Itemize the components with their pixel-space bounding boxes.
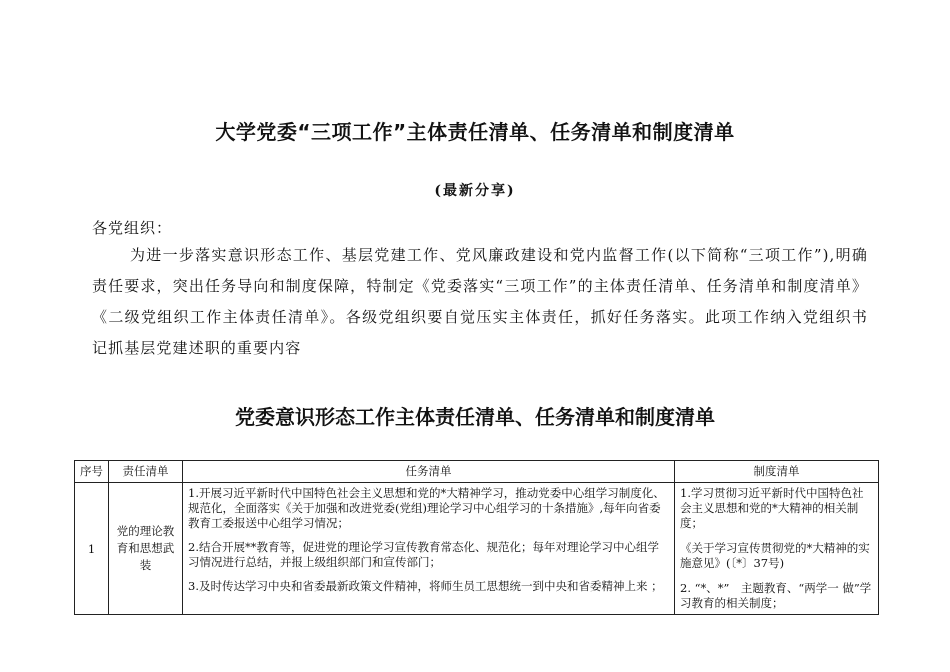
responsibility-table <box>74 460 879 615</box>
section-title: 党委意识形态工作主体责任清单、任务清单和制度清单 <box>235 405 715 429</box>
intro-paragraph: 为进一步落实意识形态工作、基层党建工作、党风廉政建设和党内监督工作(以下简称“三项工作”),明确责任要求，突出任务导向和制度保障，特制定《党委落实“三项工作”的主体责任清单、任务清单和制度清单》《二级党组织工作主体责任清单》。各级党组织要自觉压实主体责任，抓好任务落实。此项工作纳入党组织书记抓基层党建述职的重要内容 <box>92 246 868 357</box>
salutation: 各党组织： <box>92 219 173 237</box>
table-row <box>75 483 879 615</box>
task-list <box>183 483 675 615</box>
task-item: 2.结合开展**教育等，促进党的理论学习宣传教育常态化、规范化；每年对理论学习中心组学习情况进行总结，并报上级组织部门和宣传部门； <box>188 540 659 569</box>
system-item: 1.学习贯彻习近平新时代中国特色社会主义思想和党的*大精神的相关制度； <box>680 486 864 530</box>
header-systems: 制度清单 <box>675 461 879 483</box>
document-title: 大学党委“三项工作”主体责任清单、任务清单和制度清单 <box>215 120 735 144</box>
system-item: 2. “*、*” 主题教育、“两学一 做”学习教育的相关制度； <box>680 581 872 610</box>
document-subtitle: (最新分享) <box>434 183 516 199</box>
task-item: 3.及时传达学习中央和省委最新政策文件精神，将师生员工思想统一到中央和省委精神上来 ； <box>188 579 663 593</box>
task-item: 1.开展习近平新时代中国特色社会主义思想和党的*大精神学习，推动党委中心组学习制度化、规范化，全面落实《关于加强和改进党委(党组)理论学习中心组学习的十条措施》,每年向省委教育工委报送中心组学习情况； <box>188 486 665 530</box>
header-responsibility: 责任清单 <box>109 461 183 483</box>
responsibility-item: 党的理论教育和思想武装 <box>109 483 183 615</box>
system-list <box>675 483 879 615</box>
system-item: 《关于学习宣传贯彻党的*大精神的实施意见》(〔*〕37号) <box>680 541 870 570</box>
header-no: 序号 <box>75 461 109 483</box>
header-tasks: 任务清单 <box>183 461 675 483</box>
table-header-row <box>75 461 879 483</box>
row-number: 1 <box>75 483 109 615</box>
